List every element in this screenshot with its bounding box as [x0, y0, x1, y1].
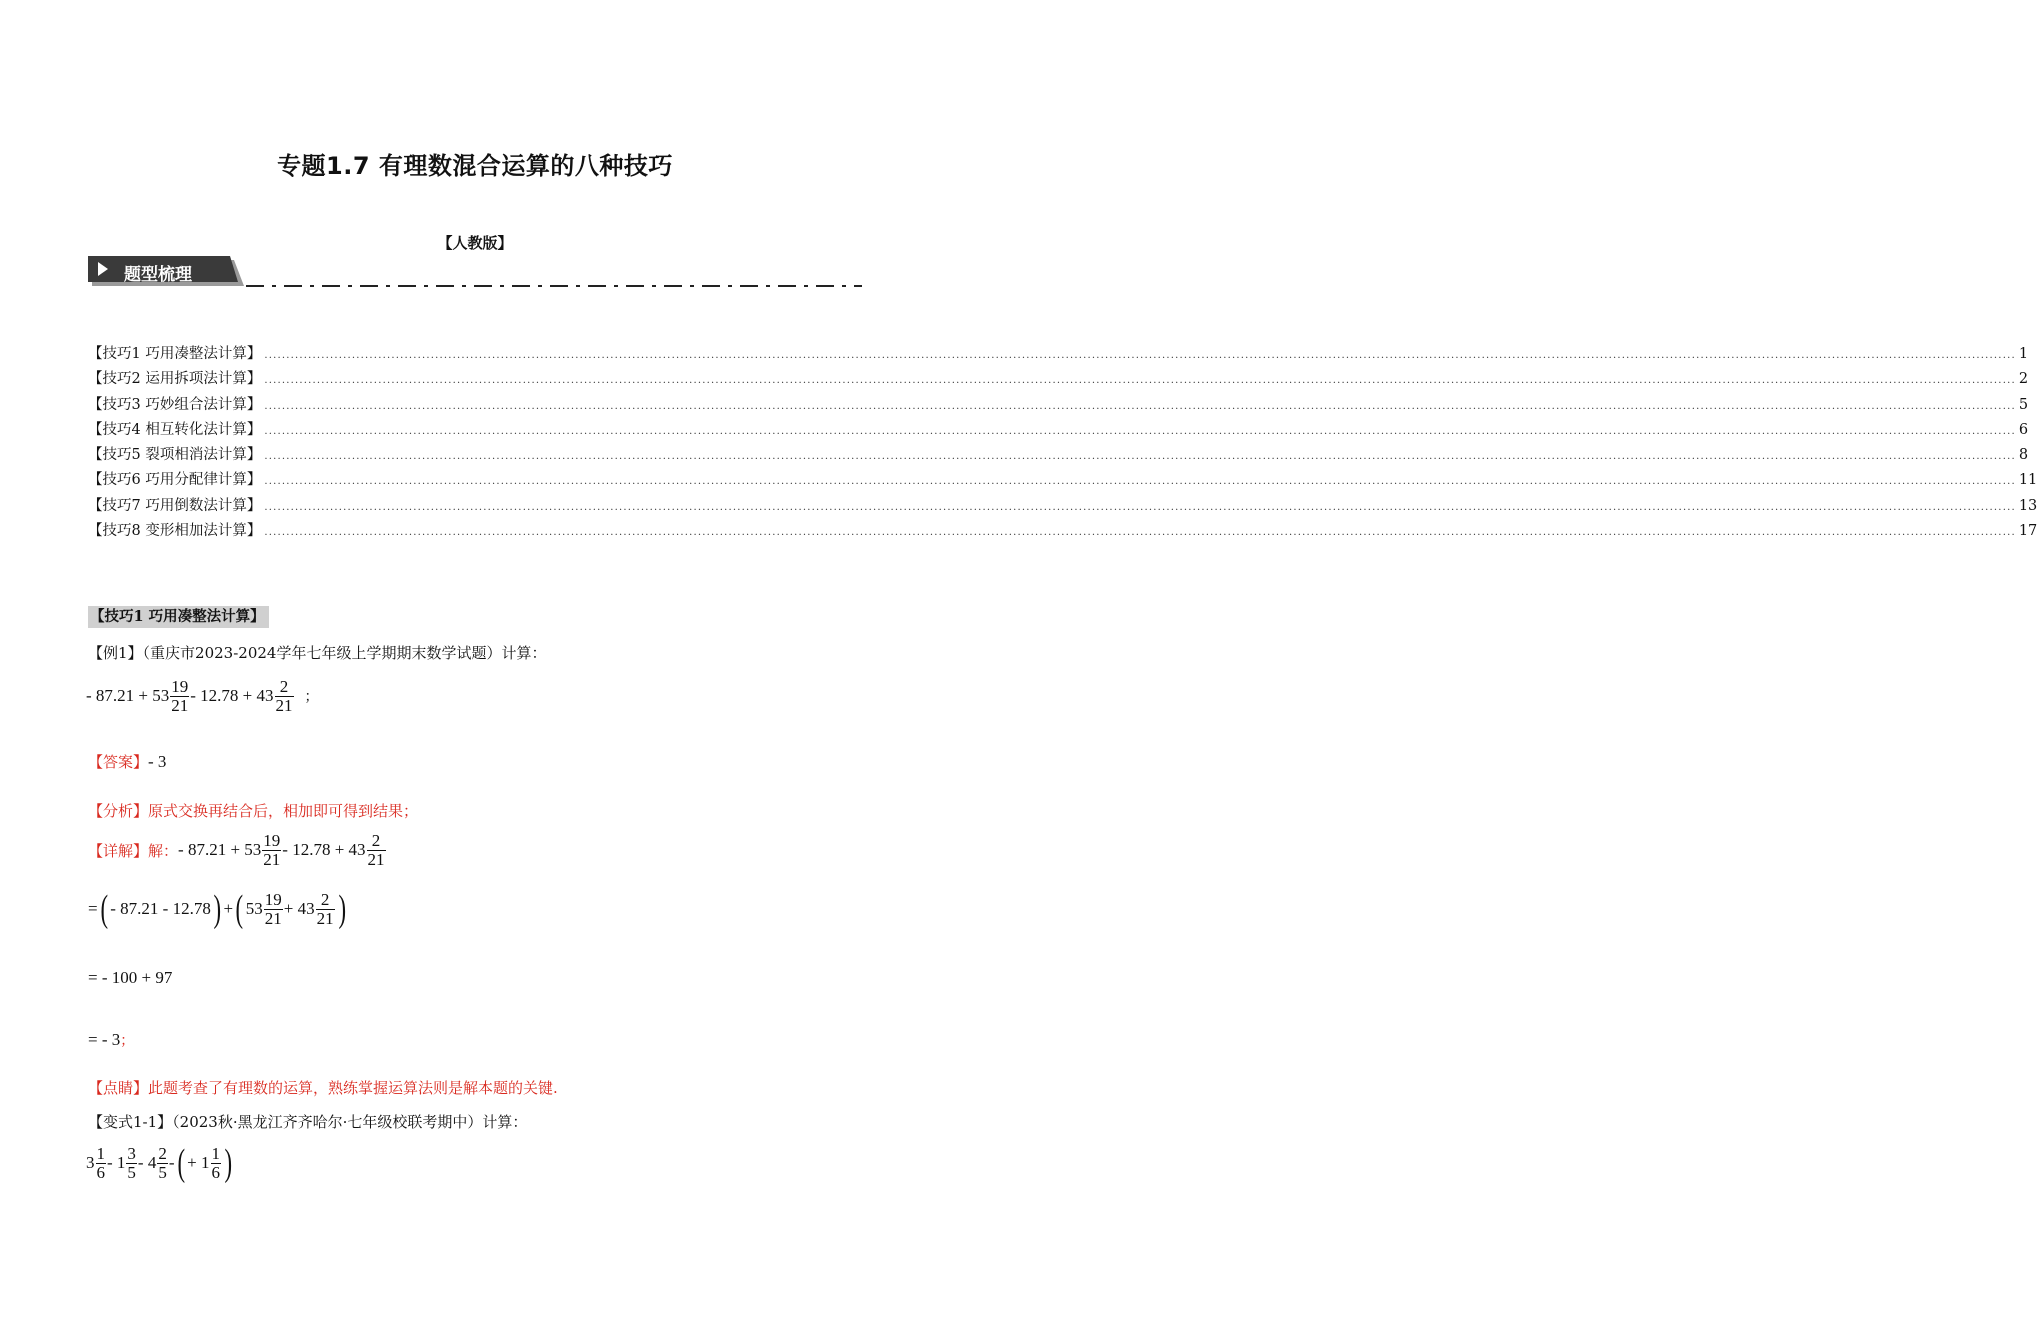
toc-item[interactable]: [88, 468, 2037, 493]
step3-line: [88, 1030, 134, 1050]
toc-item[interactable]: [88, 519, 2037, 544]
answer-value: - 3: [148, 752, 167, 771]
detail-prefix: 解：: [148, 841, 179, 860]
expr-term: + 43: [283, 899, 315, 918]
step3-end: ；: [120, 1034, 135, 1049]
toc-item[interactable]: [88, 342, 2029, 367]
toc-item-page: 17: [2018, 523, 2037, 540]
toc-item-label: 【技巧5 裂项相消法计算】: [88, 447, 262, 464]
expr-term: - 4: [137, 1153, 157, 1172]
fraction: $\frac{2}{21}$: [275, 677, 293, 715]
fraction: $\frac{19}{21}$: [264, 889, 282, 928]
banner-label: 题型梳理: [124, 265, 192, 285]
step3-value: = - 3: [88, 1030, 121, 1049]
analysis-label: 【分析】: [88, 802, 149, 820]
analysis-text: 原式交换再结合后，相加即可得到结果；: [148, 802, 419, 820]
toc-item-page: 2: [2018, 371, 2029, 388]
toc-item[interactable]: [88, 443, 2029, 468]
fraction: $\frac{2}{21}$: [316, 889, 334, 928]
toc-leader-dots: ................................................................................................................................................................................................................................................................................................................................................................................................................: [264, 350, 2016, 361]
expr-term: - 12.78 + 43: [282, 840, 366, 860]
fraction: $\frac{19}{21}$: [263, 831, 281, 869]
expr-term: - 87.21 + 53: [178, 840, 262, 860]
toc-leader-dots: ................................................................................................................................................................................................................................................................................................................................................................................................................: [264, 476, 2016, 488]
expr-term: 53: [245, 899, 263, 918]
comment-label: 【点睛】: [88, 1079, 149, 1097]
toc-item-label: 【技巧8 变形相加法计算】: [88, 523, 262, 540]
toc-item-label: 【技巧7 巧用倒数法计算】: [88, 497, 262, 514]
fraction: $\frac{19}{21}$: [171, 677, 189, 715]
page-title: 专题1.7 有理数混合运算的八种技巧: [277, 152, 673, 180]
toc-leader-dots: ................................................................................................................................................................................................................................................................................................................................................................................................................: [264, 400, 2016, 412]
example-header: [88, 642, 546, 663]
toc-leader-dots: ................................................................................................................................................................................................................................................................................................................................................................................................................: [264, 527, 2016, 539]
plus-sign: +: [223, 899, 234, 918]
toc-item[interactable]: [88, 393, 2029, 418]
fraction: $\frac{2}{21}$: [367, 831, 385, 869]
toc-item-page: 1: [2018, 346, 2029, 362]
detail-line: [88, 832, 387, 869]
analysis-line: [88, 800, 418, 821]
detail-label: 【详解】: [88, 841, 149, 860]
step1-line: = ( - 87.21 - 12.78 ) + ( 53 $\frac{19}{21}$ + 43 $\frac{2}{21}$ ): [88, 888, 346, 930]
expr-term: + 1: [187, 1153, 210, 1172]
section-banner: [88, 256, 244, 290]
toc-item-page: 13: [2018, 497, 2037, 514]
toc-leader-dots: ................................................................................................................................................................................................................................................................................................................................................................................................................: [264, 451, 2016, 463]
toc-item-page: 11: [2018, 472, 2037, 489]
answer-line: [88, 751, 166, 772]
section-heading: 【技巧1 巧用凑整法计算】: [88, 606, 269, 628]
expr-term: - 1: [107, 1153, 126, 1172]
expr-term: 3: [86, 1153, 95, 1172]
dash-divider: [246, 283, 862, 289]
fraction: $\frac{1}{6}$: [96, 1143, 105, 1182]
toc-item[interactable]: [88, 367, 2029, 392]
variant-label: 【变式1-1】: [88, 1113, 173, 1131]
fraction: $\frac{3}{5}$: [127, 1143, 136, 1182]
expr-term: - 12.78 + 43: [190, 686, 274, 706]
expr-end: ；: [304, 690, 319, 706]
toc-item-label: 【技巧3 巧妙组合法计算】: [88, 396, 262, 413]
toc-item-label: 【技巧4 相互转化法计算】: [88, 421, 262, 438]
edition-label: 【人教版】: [437, 234, 513, 252]
step2-line: = - 100 + 97: [88, 968, 173, 987]
variant-source: （2023秋·黑龙江齐齐哈尔·七年级校联考期中）计算：: [172, 1113, 528, 1131]
comment-text: 此题考查了有理数的运算，熟练掌握运算法则是解本题的关键.: [148, 1079, 558, 1097]
toc-item-label: 【技巧6 巧用分配律计算】: [88, 472, 262, 489]
toc-item-page: 6: [2018, 421, 2029, 438]
toc-item-page: 5: [2018, 396, 2029, 413]
toc-leader-dots: ................................................................................................................................................................................................................................................................................................................................................................................................................: [264, 501, 2016, 513]
fraction: $\frac{2}{5}$: [158, 1143, 167, 1182]
fraction: $\frac{1}{6}$: [211, 1143, 221, 1182]
example-expression: [86, 678, 319, 715]
expr-term: - 87.21 + 53: [86, 686, 170, 706]
toc-item-label: 【技巧2 运用拆项法计算】: [88, 371, 262, 388]
example-source: （重庆市2023-2024学年七年级上学期期末数学试题）计算：: [142, 644, 547, 662]
toc-item[interactable]: [88, 418, 2029, 443]
variant-expression: 3 $\frac{1}{6}$ - 1 $\frac{3}{5}$ - 4 $\frac{2}{5}$ - ( + 1 $\frac{1}{6}$ ): [86, 1142, 233, 1184]
variant-header: [88, 1111, 527, 1132]
toc-item-page: 8: [2018, 447, 2029, 464]
example-label: 【例1】: [88, 644, 143, 662]
toc-item-label: 【技巧1 巧用凑整法计算】: [88, 346, 262, 362]
equals-sign: =: [88, 899, 98, 918]
toc-leader-dots: ................................................................................................................................................................................................................................................................................................................................................................................................................: [264, 425, 2016, 437]
toc-item[interactable]: [88, 494, 2037, 519]
expr-term: - 87.21 - 12.78: [110, 899, 211, 918]
minus-sign: -: [168, 1153, 175, 1172]
table-of-contents: [88, 342, 2037, 544]
toc-leader-dots: ................................................................................................................................................................................................................................................................................................................................................................................................................: [264, 375, 2016, 387]
answer-label: 【答案】: [88, 753, 149, 771]
comment-line: [88, 1077, 558, 1098]
